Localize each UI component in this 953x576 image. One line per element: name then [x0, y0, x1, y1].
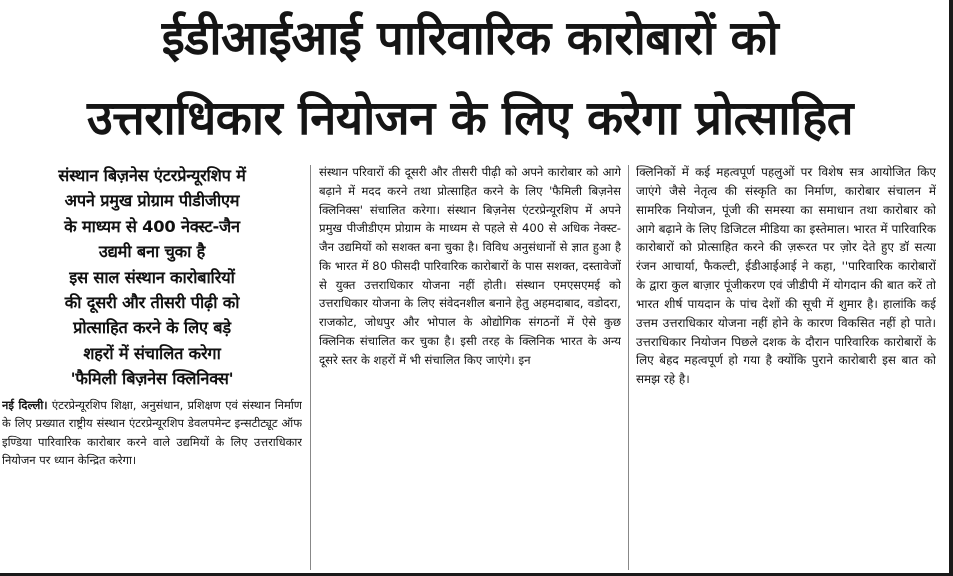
highlight-line: प्रोत्साहित करने के लिए बड़े	[73, 318, 231, 338]
article-column-1	[2, 163, 302, 573]
highlight-line: शहरों में संचालित करेगा	[83, 343, 221, 363]
highlight-line: 'फैमिली बिज़नेस क्लिनिक्स'	[70, 369, 234, 389]
article-column-2	[319, 163, 621, 573]
highlight-line: संस्थान बिज़नेस एंटरप्रेन्यूरशिप में	[58, 166, 246, 185]
highlight-line: अपने प्रमुख प्रोग्राम पीडीजीएम	[64, 191, 240, 211]
page-border-right	[949, 0, 953, 576]
column-divider	[628, 165, 629, 570]
article-body-3: क्लिनिकों में कई महत्वपूर्ण पहलुओं पर विशेष सत्र आयोजित किए जाएंगे जैसे नेतृत्व की संस्कृति का निर्माण, कारोबार संचालन में सामरिक नियोजन, पूंजी की समस्या का समाधान तथा कारोबार को आगे बढ़ाने के लिए डिजिटल मीडिया का इस्तेमाल। भारत में पारिवारिक कारोबारों को प्रोत्साहित करने की ज़रूरत पर ज़ोर देते हुए डॉ सत्या रंजन आचार्या, फैकल्टी, ईडीआईआई ने कहा, ''पारिवारिक कारोबारों के द्वारा कुल बाज़ार पूंजीकरण एवं जीडीपी में योगदान की बात करें तो भारत शीर्ष पायदान के पांच देशों की सूची में शुमार है। हालांकि कई उत्तम उत्तराधिकार योजना नहीं होने के कारण विकसित नहीं हो पाते। उत्तराधिकार नियोजन पिछले दशक के दौरान पारिवारिक कारोबारों के लिए बेहद महत्वपूर्ण हो गया है क्योंकि पुराने कारोबारी इस बात को समझ रहे है।	[636, 165, 936, 387]
headline-line-2: उत्तराधिकार नियोजन के लिए करेगा प्रोत्साहित	[87, 91, 853, 146]
article-body-1-text: एंटरप्रेन्यूरशिप शिक्षा, अनुसंधान, प्रशिक्षण एवं संस्थान निर्माण के लिए प्रख्यात राष्ट्रीय संस्थान एंटरप्रेन्यूरशिप डेवलपमेन्ट इन्सटीट्यूट ऑफ इण्डिया पारिवारिक कारोबार करने वाले उद्यमियों के लिए उत्तराधिकार नियोजन पर ध्यान केन्द्रित करेगा।	[2, 397, 302, 468]
column-divider	[310, 165, 311, 570]
highlight-line: की दूसरी और तीसरी पीढ़ी को	[64, 293, 240, 313]
headline-line-1: ईडीआईआई पारिवारिक कारोबारों को	[161, 11, 779, 66]
article-column-3	[636, 163, 936, 573]
article-body-2: संस्थान परिवारों की दूसरी और तीसरी पीढ़ी को अपने कारोबार को आगे बढ़ाने में मदद करने तथा प्रोत्साहित करने के लिए 'फैमिली बिज़नेस क्लिनिक्स' संचालित करेगा। संस्थान बिज़नेस एंटरप्रेन्यूरशिप में अपने प्रमुख पीजीडीएम प्रोग्राम के माध्यम से पहले से 400 से अधिक नेक्स्ट-जैन उद्यमियों को सशक्त बना चुका है। विविध अनुसंधानों से ज्ञात हुआ है कि भारत में 80 फीसदी पारिवारिक कारोबारों के पास सशक्त, दस्तावेजों से युक्त उत्तराधिकार योजना नहीं होती। संस्थान एमएसएमई को उत्तराधिकार योजना के लिए संवेदनशील बनाने हेतु अहमदाबाद, वडोदरा, राजकोट, जोधपुर और भोपाल के ओद्योगिक संगठनों में ऐसे कुछ क्लिनिक संचालित कर चुका है। इसी तरह के क्लिनिक भारत के अन्य दूसरे स्तर के शहरों में भी संचालित किए जाएंगे। इन	[319, 165, 621, 367]
highlight-line: इस साल संस्थान कारोबारियों	[69, 267, 235, 287]
highlight-line: के माध्यम से 400 नेक्स्ट-जैन	[64, 216, 240, 236]
article-body-1	[2, 396, 302, 470]
highlight-box	[2, 163, 302, 392]
dateline: नई दिल्ली।	[2, 397, 48, 412]
highlight-line: उद्यमी बना चुका है	[98, 242, 206, 262]
